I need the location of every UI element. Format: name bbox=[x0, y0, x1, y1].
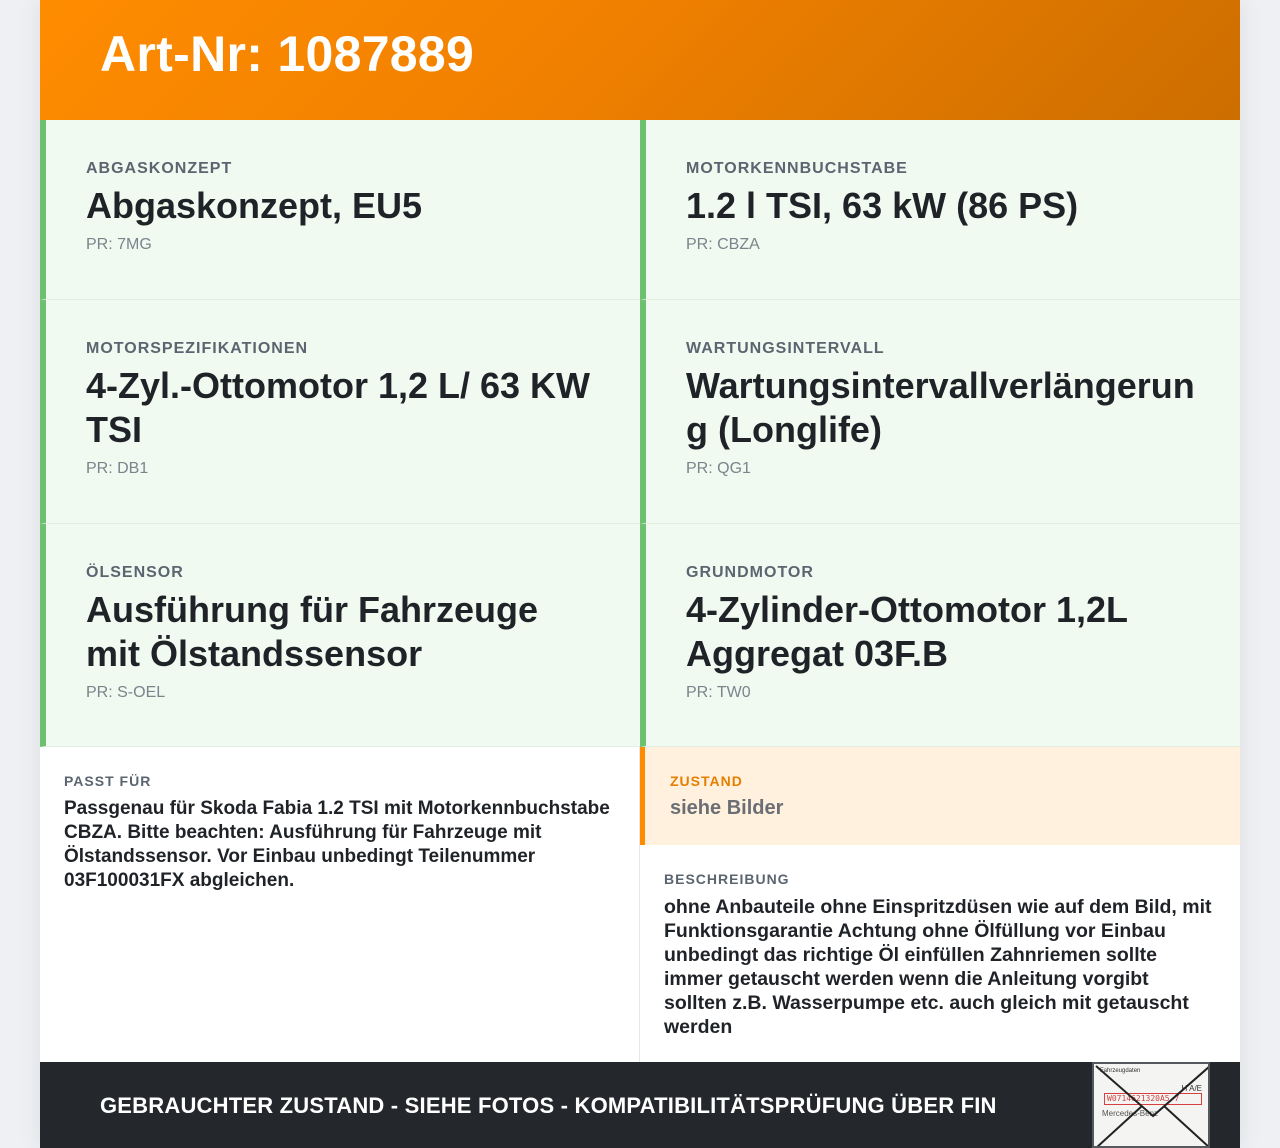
spec-card-grundmotor bbox=[640, 524, 1240, 747]
condition-panel bbox=[640, 747, 1240, 845]
spec-value: Wartungsintervallverlängerung (Longlife) bbox=[686, 365, 1195, 450]
vehicle-data-thumbnail[interactable] bbox=[1092, 1062, 1210, 1148]
fits-panel bbox=[40, 747, 640, 1062]
spec-value: 4-Zylinder-Ottomotor 1,2L Aggregat 03F.B bbox=[686, 589, 1128, 674]
thumbnail-header-text: H A/E bbox=[1181, 1084, 1202, 1093]
spec-value: 4-Zyl.-Ottomotor 1,2 L/ 63 KW TSI bbox=[86, 365, 591, 450]
product-sheet bbox=[40, 0, 1240, 1148]
spec-card-motorspezifikationen bbox=[40, 300, 640, 524]
fits-text: Passgenau für Skoda Fabia 1.2 TSI mit Motorkennbuchstabe CBZA. Bitte beachten: Ausführung für Fahrzeuge mit Ölstandssensor. Vor Einbau unbedingt Teilenummer 03F100031FX abgleichen. bbox=[64, 798, 610, 891]
envelope-overlay-icon bbox=[1094, 1064, 1210, 1148]
spec-label: GRUNDMOTOR bbox=[686, 564, 814, 581]
spec-label: WARTUNGSINTERVALL bbox=[686, 340, 885, 357]
thumbnail-vin: W0714621320A5 7 bbox=[1104, 1093, 1202, 1105]
spec-label: MOTORSPEZIFIKATIONEN bbox=[86, 340, 309, 357]
spec-pr-code: PR: DB1 bbox=[86, 460, 149, 477]
spec-card-abgaskonzept bbox=[40, 120, 640, 300]
footer-slogan: GEBRAUCHTER ZUSTAND - SIEHE FOTOS - KOMPATIBILITÄTSPRÜFUNG ÜBER FIN bbox=[100, 1093, 997, 1118]
spec-pr-code: PR: 7MG bbox=[86, 236, 152, 253]
spec-value: 1.2 l TSI, 63 kW (86 PS) bbox=[686, 185, 1079, 226]
spec-grid bbox=[40, 120, 1240, 747]
spec-pr-code: PR: S-OEL bbox=[86, 684, 166, 701]
thumbnail-brand: Mercedes-Benz bbox=[1102, 1109, 1159, 1118]
description-panel bbox=[640, 845, 1240, 1039]
spec-label: ÖLSENSOR bbox=[86, 564, 184, 581]
details-section bbox=[40, 747, 1240, 1062]
condition-value: siehe Bilder bbox=[670, 797, 784, 819]
spec-pr-code: PR: QG1 bbox=[686, 460, 751, 477]
spec-pr-code: PR: TW0 bbox=[686, 684, 751, 701]
spec-value: Abgaskonzept, EU5 bbox=[86, 185, 423, 226]
footer-bar bbox=[40, 1062, 1240, 1148]
condition-label: ZUSTAND bbox=[670, 773, 743, 789]
right-column bbox=[640, 747, 1240, 1062]
spec-label: ABGASKONZEPT bbox=[86, 160, 233, 177]
spec-label: MOTORKENNBUCHSTABE bbox=[686, 160, 908, 177]
header-banner bbox=[40, 0, 1240, 120]
spec-card-wartungsintervall bbox=[640, 300, 1240, 524]
spec-card-oelsensor bbox=[40, 524, 640, 747]
description-text: ohne Anbauteile ohne Einspritzdüsen wie auf dem Bild, mit Funktionsgarantie Achtung ohne Ölfüllung vor Einbau unbedingt das richtige Öl einfüllen Zahnriemen sollte immer getauscht werden wenn die Anleitung vorgibt sollten z.B. Wasserpumpe etc. auch gleich mit getauscht werden bbox=[664, 896, 1212, 1038]
spec-value: Ausführung für Fahrzeuge mit Ölstandssensor bbox=[86, 589, 538, 674]
article-number-title: Art-Nr: 1087889 bbox=[100, 26, 475, 82]
description-label: BESCHREIBUNG bbox=[664, 871, 790, 887]
fits-label: PASST FÜR bbox=[64, 773, 152, 789]
spec-pr-code: PR: CBZA bbox=[686, 236, 760, 253]
thumbnail-caption: Fahrzeugdaten bbox=[1100, 1068, 1141, 1074]
spec-card-motorkennbuchstabe bbox=[640, 120, 1240, 300]
